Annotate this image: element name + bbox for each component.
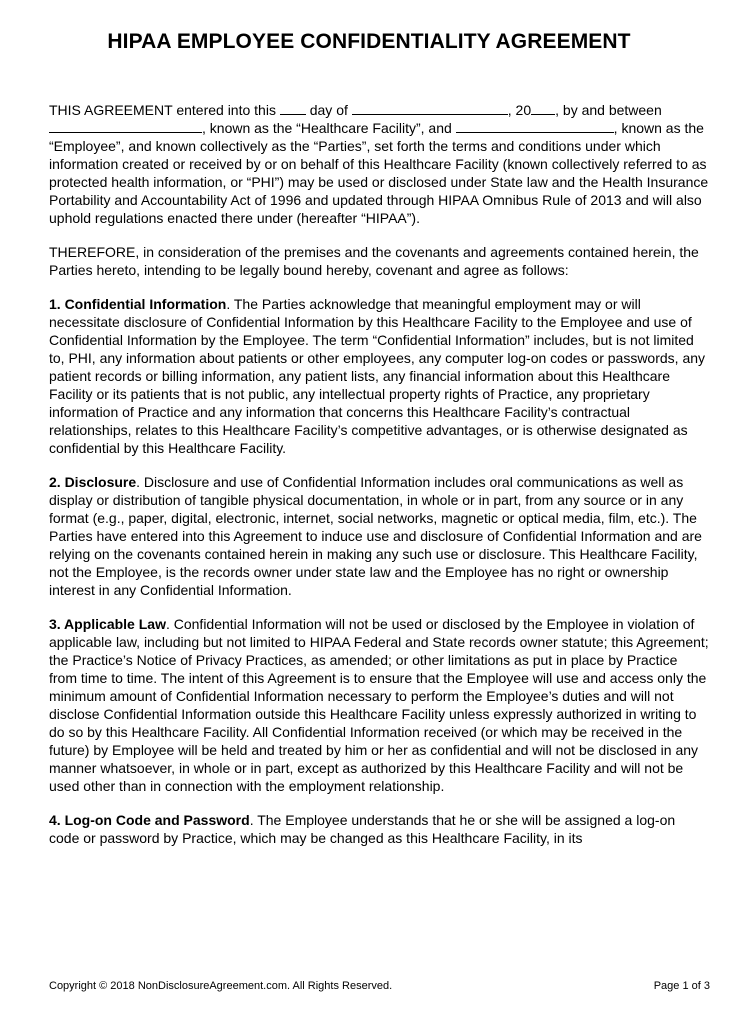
- section-heading: 3. Applicable Law: [49, 616, 166, 632]
- section-logon-code-password: [49, 811, 709, 847]
- copyright-notice: Copyright © 2018 NonDisclosureAgreement.com. All Rights Reserved.: [49, 980, 393, 992]
- year-blank-field[interactable]: [531, 101, 555, 115]
- section-text: . The Employee understands that he or she will be assigned a log-on code or password by Practice, which may be changed as this Healthcare Facility, in its: [49, 812, 676, 846]
- intro-text-2: day of: [305, 102, 352, 118]
- document-body: [49, 101, 709, 863]
- intro-text-5: , known as the “Healthcare Facility”, and: [202, 120, 456, 136]
- intro-text-6: , known as the “Employee”, and known collectively as the “Parties”, set forth the terms and conditions under which information created or received by or on behalf of this Healthcare Facility (known collectively referred to as protected health information, or “PHI”) may be used or disclosed under State law and the Health Insurance Portability and Accountability Act of 1996 and updated through HIPAA Omnibus Rule of 2013 and will also uphold regulations enacted there under (hereafter “HIPAA”).: [49, 120, 709, 226]
- document-title: HIPAA EMPLOYEE CONFIDENTIALITY AGREEMENT: [107, 30, 631, 53]
- intro-paragraph: [49, 101, 709, 227]
- page-footer: [49, 980, 710, 992]
- month-blank-field[interactable]: [352, 101, 508, 115]
- page-number: Page 1 of 3: [653, 980, 710, 992]
- intro-text-1: THIS AGREEMENT entered into this: [49, 102, 280, 118]
- section-heading: 4. Log-on Code and Password: [49, 812, 250, 828]
- section-text: . Confidential Information will not be used or disclosed by the Employee in violation of applicable law, including but not limited to HIPAA Federal and State records owner statute; this Agreement; the Practice’s Notice of Privacy Practices, as amended; or other limitations as put in place by Practice from time to time. The intent of this Agreement is to ensure that the Employee will use and access only the minimum amount of Confidential Information necessary to perform the Employee’s duties and will not disclose Confidential Information outside this Healthcare Facility unless expressly authorized in writing to do so by this Healthcare Facility. All Confidential Information received (or which may be received in the future) by Employee will be held and treated by him or her as confidential and will not be disclosed in any manner whatsoever, in whole or in part, except as authorized by this Healthcare Facility and will not be used other than in connection with the employment relationship.: [49, 616, 709, 794]
- section-disclosure: [49, 473, 709, 599]
- intro-text-4: , by and between: [555, 102, 662, 118]
- section-heading: 2. Disclosure: [49, 474, 137, 490]
- day-blank-field[interactable]: [280, 101, 306, 115]
- section-confidential-information: [49, 295, 709, 457]
- section-text: . Disclosure and use of Confidential Information includes oral communications as well as display or distribution of tangible physical documentation, in whole or in part, from any source or in any format (e.g., paper, digital, electronic, internet, social networks, magnetic or optical media, film, etc.). The Parties have entered into this Agreement to induce use and disclosure of Confidential Information and are relying on the covenants contained herein in making any such use or disclosure. This Healthcare Facility, not the Employee, is the records owner under state law and the Employee has no right or ownership interest in any Confidential Information.: [49, 474, 702, 598]
- facility-name-blank-field[interactable]: [49, 119, 202, 133]
- intro-text-3: , 20: [507, 102, 532, 118]
- section-applicable-law: [49, 615, 709, 795]
- employee-name-blank-field[interactable]: [456, 119, 614, 133]
- therefore-paragraph: THEREFORE, in consideration of the premises and the covenants and agreements contained herein, the Parties hereto, intending to be legally bound hereby, covenant and agree as follows:: [49, 244, 699, 278]
- section-text: . The Parties acknowledge that meaningful employment may or will necessitate disclosure of Confidential Information by this Healthcare Facility to the Employee and use of Confidential Information by the Employee. The term “Confidential Information” includes, but is not limited to, PHI, any information about patients or other employees, any computer log-on codes or passwords, any patient records or billing information, any patient lists, any financial information about this Healthcare Facility or its patients that is not public, any intellectual property rights of Practice, any proprietary information of Practice and any information that concerns this Healthcare Facility’s contractual relationships, relates to this Healthcare Facility’s competitive advantages, or is otherwise designated as confidential by this Healthcare Facility.: [49, 296, 706, 456]
- section-heading: 1. Confidential Information: [49, 296, 227, 312]
